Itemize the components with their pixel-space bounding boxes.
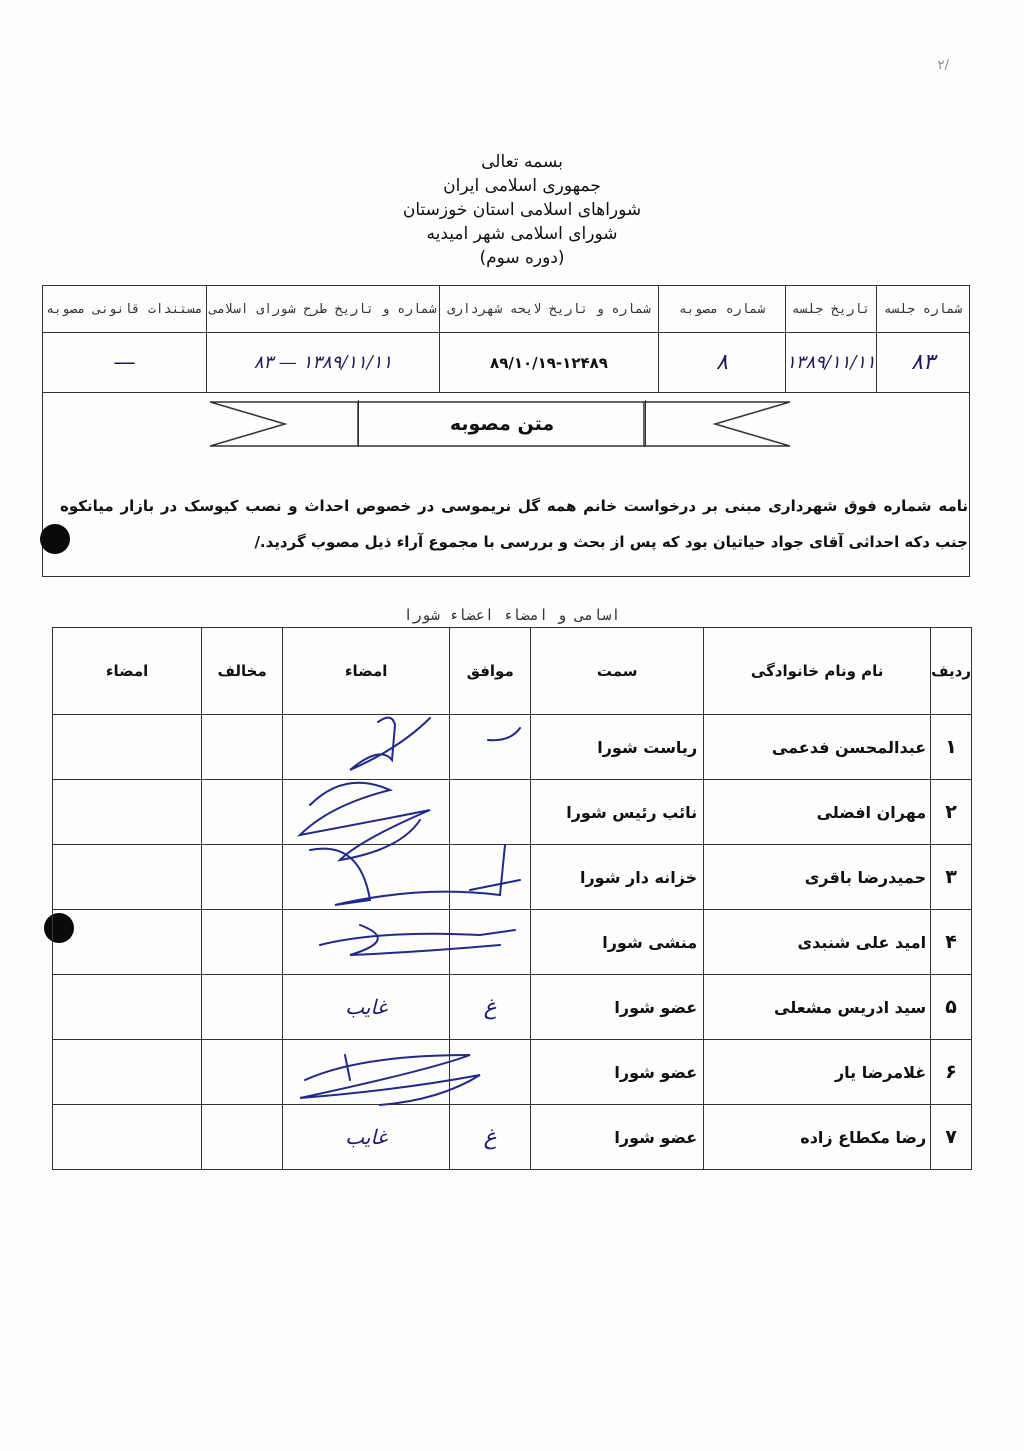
member-signature-2 [53,910,202,975]
header-province-councils: شوراهای اسلامی استان خوزستان [402,200,642,220]
header-session-date: تاریخ جلسه [786,286,877,333]
resolution-title: متن مصوبه [358,400,646,446]
member-signature [283,910,450,975]
member-index: ۷ [931,1105,972,1170]
member-signature: غایب [283,975,450,1040]
member-signature-2 [53,715,202,780]
member-agree [450,780,531,845]
column-agree: موافق [450,628,531,715]
member-index: ۶ [931,1040,972,1105]
member-row [53,715,972,780]
info-header-row [43,286,970,333]
member-agree [450,910,531,975]
info-value-row [43,333,970,393]
member-against [202,1105,283,1170]
member-row [53,780,972,845]
resolution-number-value: ۸ [659,333,786,393]
member-name: عبدالمحسن فدعمی [704,715,931,780]
header-plan-number-date: شماره و تاریخ طرح شورای اسلامی [207,286,440,333]
header-term: (دوره سوم) [479,248,565,268]
council-members-table [52,627,972,1170]
column-against: مخالف [202,628,283,715]
member-against [202,845,283,910]
member-agree: غ [450,975,531,1040]
bill-number-date-value: ۸۹/۱۰/۱۹-۱۲۴۸۹ [440,333,659,393]
column-signature: امضاء [283,628,450,715]
member-role: ریاست شورا [531,715,704,780]
member-index: ۱ [931,715,972,780]
member-name: سید ادریس مشعلی [704,975,931,1040]
session-number-value: ۸۳ [877,333,970,393]
member-row [53,1105,972,1170]
member-signature-2 [53,1105,202,1170]
member-agree [450,845,531,910]
member-against [202,715,283,780]
column-index: ردیف [931,628,972,715]
members-section-title: اسامی و امضاء اعضاء شورا [403,606,621,624]
member-agree [450,715,531,780]
resolution-body-text: نامه شماره فوق شهرداری مبنی بر درخواست خانم همه گل نریموسی در خصوص احداث و نصب کیوسک در بازار میانکوه جنب دکه احداثی آقای جواد حیاتیان بود که پس از بحث و بررسی با مجموع آراء ذیل مصوب گردید./ [60,497,968,551]
resolution-info-table [42,285,970,393]
member-row [53,1040,972,1105]
header-resolution-number: شماره مصوبه [659,286,786,333]
header-city-council: شورای اسلامی شهر امیدیه [426,224,618,244]
member-against [202,910,283,975]
member-row [53,845,972,910]
member-row [53,910,972,975]
member-signature [283,845,450,910]
member-role: عضو شورا [531,1040,704,1105]
punch-hole-top [40,524,70,554]
member-role: عضو شورا [531,975,704,1040]
member-name: امید علی شنبدی [704,910,931,975]
column-signature-2: امضاء [53,628,202,715]
header-bill-number-date: شماره و تاریخ لایحه شهرداری [440,286,659,333]
member-signature-2 [53,1040,202,1105]
letterhead [0,150,1024,270]
member-row [53,975,972,1040]
header-country: جمهوری اسلامی ایران [443,176,601,196]
member-role: نائب رئیس شورا [531,780,704,845]
member-signature: غایب [283,1105,450,1170]
member-signature [283,715,450,780]
members-header-row [53,628,972,715]
member-role: عضو شورا [531,1105,704,1170]
member-name: غلامرضا یار [704,1040,931,1105]
member-name: رضا مکطاع زاده [704,1105,931,1170]
member-name: حمیدرضا باقری [704,845,931,910]
column-role: سمت [531,628,704,715]
member-index: ۳ [931,845,972,910]
member-signature [283,1040,450,1105]
legal-documents-value: — [43,333,207,393]
member-agree [450,1040,531,1105]
member-index: ۲ [931,780,972,845]
member-signature-2 [53,845,202,910]
member-signature-2 [53,780,202,845]
plan-number-date-value: ۱۳۸۹/۱۱/۱۱ — ۸۳ [207,333,440,393]
resolution-title-banner [210,400,790,448]
member-agree: غ [450,1105,531,1170]
member-signature-2 [53,975,202,1040]
member-signature [283,780,450,845]
member-role: خزانه دار شورا [531,845,704,910]
member-name: مهران افضلی [704,780,931,845]
member-against [202,780,283,845]
session-date-value: ۱۳۸۹/۱۱/۱۱ [786,333,877,393]
member-index: ۴ [931,910,972,975]
header-legal-documents: مستندات قانونی مصوبه [43,286,207,333]
header-invocation: بسمه تعالی [481,152,563,172]
member-against [202,1040,283,1105]
header-session-number: شماره جلسه [877,286,970,333]
column-name: نام ونام خانوادگی [704,628,931,715]
member-against [202,975,283,1040]
member-role: منشی شورا [531,910,704,975]
member-index: ۵ [931,975,972,1040]
page-number-mark: ۲/ [937,58,949,73]
